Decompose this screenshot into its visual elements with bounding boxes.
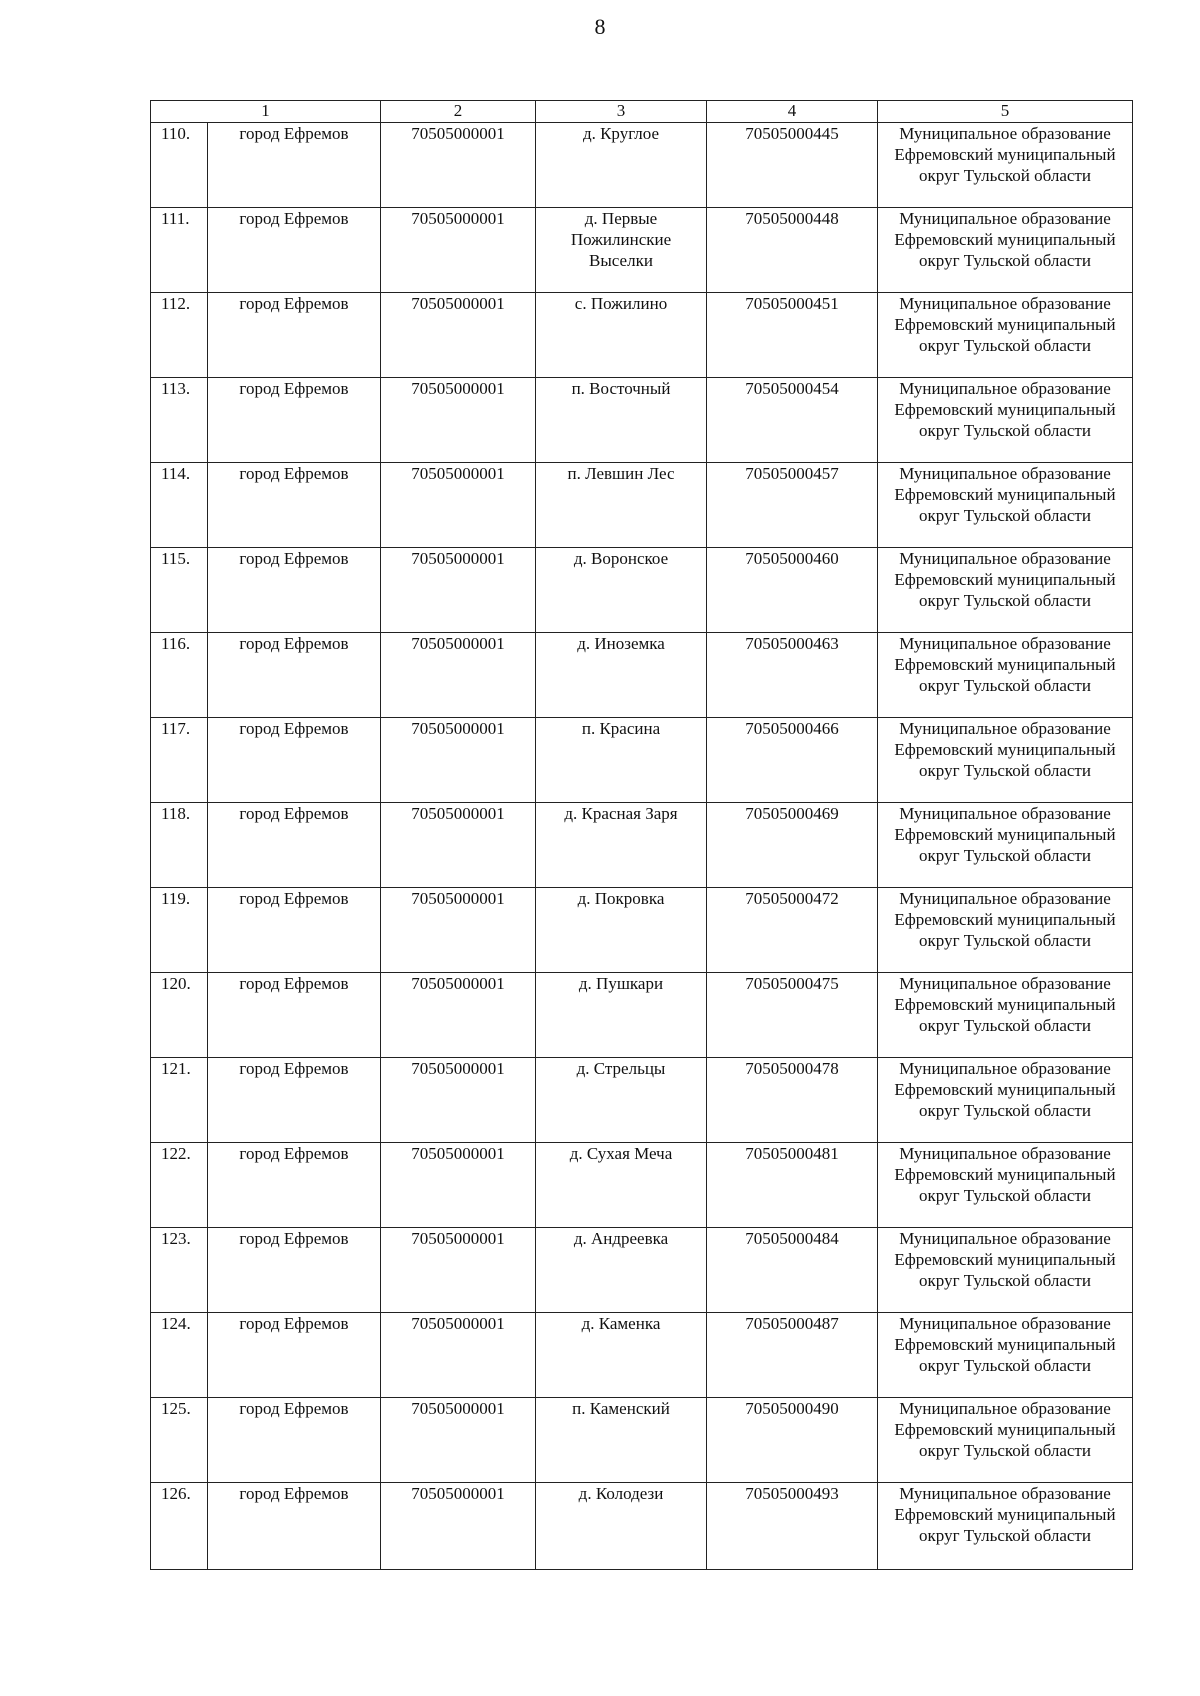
city-name: город Ефремов: [208, 1483, 381, 1570]
settlement-code: 70505000472: [707, 888, 878, 973]
municipality-name: Муниципальное образование Ефремовский муниципальный округ Тульской области: [878, 973, 1133, 1058]
city-name: город Ефремов: [208, 1398, 381, 1483]
settlement-code: 70505000460: [707, 548, 878, 633]
table-row: [151, 888, 1133, 973]
row-number: 111.: [151, 208, 208, 293]
municipality-name: Муниципальное образование Ефремовский муниципальный округ Тульской области: [878, 208, 1133, 293]
settlement-code: 70505000454: [707, 378, 878, 463]
city-name: город Ефремов: [208, 123, 381, 208]
municipality-name: Муниципальное образование Ефремовский муниципальный округ Тульской области: [878, 1143, 1133, 1228]
settlement-code: 70505000469: [707, 803, 878, 888]
page-number: 8: [594, 14, 606, 39]
city-name: город Ефремов: [208, 1058, 381, 1143]
row-number: 113.: [151, 378, 208, 463]
column-header-4: 4: [707, 101, 878, 123]
settlement-name: д. Каменка: [536, 1313, 707, 1398]
city-code: 70505000001: [381, 463, 536, 548]
table-body: [151, 123, 1133, 1570]
city-name: город Ефремов: [208, 1143, 381, 1228]
row-number: 122.: [151, 1143, 208, 1228]
city-code: 70505000001: [381, 378, 536, 463]
settlement-name: д. Колодези: [536, 1483, 707, 1570]
city-name: город Ефремов: [208, 208, 381, 293]
municipality-name: Муниципальное образование Ефремовский муниципальный округ Тульской области: [878, 888, 1133, 973]
city-code: 70505000001: [381, 1313, 536, 1398]
settlement-code: 70505000478: [707, 1058, 878, 1143]
table-row: [151, 633, 1133, 718]
row-number: 119.: [151, 888, 208, 973]
settlement-name: д. Покровка: [536, 888, 707, 973]
settlements-table: [150, 100, 1133, 1570]
table-row: [151, 378, 1133, 463]
table-row: [151, 803, 1133, 888]
row-number: 117.: [151, 718, 208, 803]
row-number: 121.: [151, 1058, 208, 1143]
city-name: город Ефремов: [208, 293, 381, 378]
settlement-code: 70505000481: [707, 1143, 878, 1228]
municipality-name: Муниципальное образование Ефремовский муниципальный округ Тульской области: [878, 1058, 1133, 1143]
row-number: 116.: [151, 633, 208, 718]
row-number: 120.: [151, 973, 208, 1058]
row-number: 118.: [151, 803, 208, 888]
column-header-3: 3: [536, 101, 707, 123]
table-row: [151, 718, 1133, 803]
city-code: 70505000001: [381, 1228, 536, 1313]
settlement-name: д. Воронское: [536, 548, 707, 633]
table-row: [151, 1143, 1133, 1228]
row-number: 124.: [151, 1313, 208, 1398]
municipality-name: Муниципальное образование Ефремовский муниципальный округ Тульской области: [878, 293, 1133, 378]
table-row: [151, 208, 1133, 293]
city-code: 70505000001: [381, 548, 536, 633]
municipality-name: Муниципальное образование Ефремовский муниципальный округ Тульской области: [878, 378, 1133, 463]
municipality-name: Муниципальное образование Ефремовский муниципальный округ Тульской области: [878, 1313, 1133, 1398]
settlement-name: п. Левшин Лес: [536, 463, 707, 548]
municipality-name: Муниципальное образование Ефремовский муниципальный округ Тульской области: [878, 1483, 1133, 1570]
settlement-code: 70505000466: [707, 718, 878, 803]
city-code: 70505000001: [381, 633, 536, 718]
settlement-code: 70505000445: [707, 123, 878, 208]
table-row: [151, 1483, 1133, 1570]
settlement-code: 70505000475: [707, 973, 878, 1058]
city-name: город Ефремов: [208, 718, 381, 803]
table-row: [151, 548, 1133, 633]
settlement-code: 70505000493: [707, 1483, 878, 1570]
city-code: 70505000001: [381, 718, 536, 803]
settlement-name: д. Круглое: [536, 123, 707, 208]
row-number: 123.: [151, 1228, 208, 1313]
city-code: 70505000001: [381, 1483, 536, 1570]
city-code: 70505000001: [381, 1058, 536, 1143]
row-number: 125.: [151, 1398, 208, 1483]
city-code: 70505000001: [381, 803, 536, 888]
city-code: 70505000001: [381, 1398, 536, 1483]
row-number: 110.: [151, 123, 208, 208]
column-header-5: 5: [878, 101, 1133, 123]
settlement-code: 70505000487: [707, 1313, 878, 1398]
table-row: [151, 463, 1133, 548]
settlement-name: д. Андреевка: [536, 1228, 707, 1313]
column-header-2: 2: [381, 101, 536, 123]
row-number: 112.: [151, 293, 208, 378]
table-row: [151, 293, 1133, 378]
city-name: город Ефремов: [208, 973, 381, 1058]
settlement-name: д. Красная Заря: [536, 803, 707, 888]
settlement-name: с. Пожилино: [536, 293, 707, 378]
table-row: [151, 123, 1133, 208]
municipality-name: Муниципальное образование Ефремовский муниципальный округ Тульской области: [878, 1228, 1133, 1313]
settlement-name: д. Пушкари: [536, 973, 707, 1058]
city-code: 70505000001: [381, 208, 536, 293]
city-code: 70505000001: [381, 888, 536, 973]
city-name: город Ефремов: [208, 548, 381, 633]
municipality-name: Муниципальное образование Ефремовский муниципальный округ Тульской области: [878, 123, 1133, 208]
municipality-name: Муниципальное образование Ефремовский муниципальный округ Тульской области: [878, 718, 1133, 803]
row-number: 114.: [151, 463, 208, 548]
settlement-code: 70505000484: [707, 1228, 878, 1313]
column-header-1: 1: [151, 101, 381, 123]
settlement-name: п. Каменский: [536, 1398, 707, 1483]
settlement-code: 70505000457: [707, 463, 878, 548]
settlement-name: д. Иноземка: [536, 633, 707, 718]
settlement-code: 70505000451: [707, 293, 878, 378]
settlement-name: д. Первые Пожилинские Выселки: [536, 208, 707, 293]
table-row: [151, 1228, 1133, 1313]
municipality-name: Муниципальное образование Ефремовский муниципальный округ Тульской области: [878, 463, 1133, 548]
city-name: город Ефремов: [208, 888, 381, 973]
row-number: 126.: [151, 1483, 208, 1570]
table-row: [151, 1313, 1133, 1398]
municipality-name: Муниципальное образование Ефремовский муниципальный округ Тульской области: [878, 1398, 1133, 1483]
settlement-code: 70505000448: [707, 208, 878, 293]
settlement-name: п. Восточный: [536, 378, 707, 463]
table-row: [151, 1058, 1133, 1143]
city-name: город Ефремов: [208, 633, 381, 718]
city-name: город Ефремов: [208, 463, 381, 548]
municipality-name: Муниципальное образование Ефремовский муниципальный округ Тульской области: [878, 548, 1133, 633]
settlement-name: д. Стрельцы: [536, 1058, 707, 1143]
settlement-name: п. Красина: [536, 718, 707, 803]
municipality-name: Муниципальное образование Ефремовский муниципальный округ Тульской области: [878, 803, 1133, 888]
city-name: город Ефремов: [208, 1228, 381, 1313]
city-name: город Ефремов: [208, 378, 381, 463]
table-header-row: [151, 101, 1133, 123]
table-row: [151, 1398, 1133, 1483]
settlement-code: 70505000463: [707, 633, 878, 718]
city-name: город Ефремов: [208, 1313, 381, 1398]
city-code: 70505000001: [381, 1143, 536, 1228]
table-row: [151, 973, 1133, 1058]
settlement-name: д. Сухая Меча: [536, 1143, 707, 1228]
settlement-code: 70505000490: [707, 1398, 878, 1483]
city-code: 70505000001: [381, 123, 536, 208]
row-number: 115.: [151, 548, 208, 633]
city-code: 70505000001: [381, 973, 536, 1058]
city-name: город Ефремов: [208, 803, 381, 888]
municipality-name: Муниципальное образование Ефремовский муниципальный округ Тульской области: [878, 633, 1133, 718]
city-code: 70505000001: [381, 293, 536, 378]
